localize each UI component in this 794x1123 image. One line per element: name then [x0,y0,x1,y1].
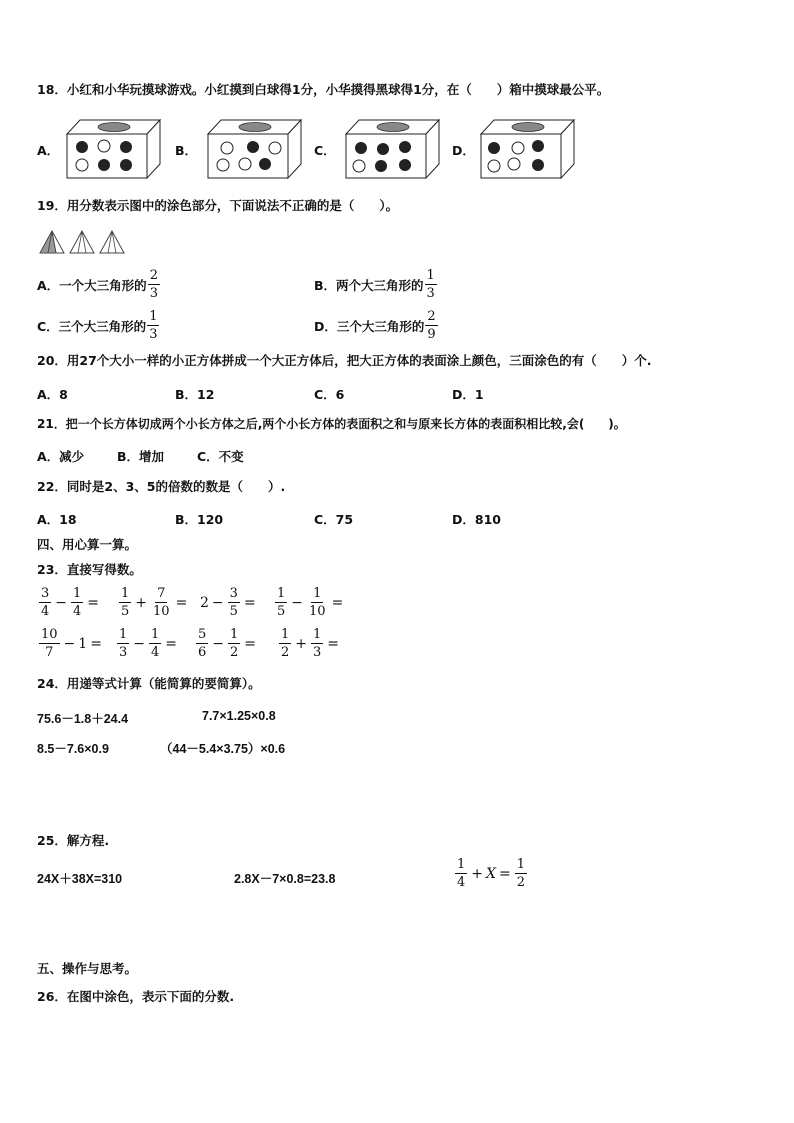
term-b: $\frac{3}{5}$ [229,586,238,619]
term-b: $\frac{1}{4}$ [151,627,160,660]
section-5-heading: 五、操作与思考。 [37,961,138,976]
white-ball [488,160,500,172]
q20-option-c[interactable]: C．6 [314,387,345,402]
q22-option-d[interactable]: D．810 [452,512,501,527]
q23-item-4 [274,586,346,619]
q25-equation-1: 24X＋38X=310 [37,872,123,886]
ball-box-c [343,118,443,180]
equals-sign: = [327,635,340,652]
section-4-heading: 四、用心算一算。 [37,537,138,552]
ball-box-a [64,118,164,180]
question-22-text: 22．同时是2、3、5的倍数的数是（ ）. [37,479,286,494]
black-ball [488,142,500,154]
eq3-b-num: 1 [516,857,525,872]
q23-item-5 [38,627,105,660]
ball-box-d [478,118,578,180]
q18-option-a-label[interactable]: A． [37,143,60,158]
term-b: $\frac{1}{2}$ [230,627,239,660]
eq3-a-num: 1 [457,857,466,872]
equals-sign: = [331,594,344,611]
eq3-frac-a [455,857,467,890]
white-ball [76,159,88,171]
equals-sign: = [90,635,102,652]
q23-item-7 [195,627,259,660]
q25-equation-3: $\frac{1}{4}$ + X = $\frac{1}{2}$ [457,857,525,890]
question-19-text: 19．用分数表示图中的涂色部分，下面说法不正确的是（ ）。 [37,198,399,213]
term-a: $\frac{1}{5}$ [121,586,130,619]
eq3-frac-b [515,857,527,890]
eq3-a-den: 4 [457,875,466,890]
white-ball [221,142,233,154]
q22-option-a[interactable]: A．18 [37,512,77,527]
white-ball [512,142,524,154]
black-ball [120,141,132,153]
black-ball [375,160,387,172]
q23-item-1 [38,586,102,619]
q20-option-b[interactable]: B．12 [175,387,215,402]
term-a: $\frac{1}{3}$ [119,627,128,660]
q21-option-a[interactable]: A．减少 [37,449,85,464]
q18-option-d-label[interactable]: D． [452,143,475,158]
q22-option-c[interactable]: C．75 [314,512,354,527]
q24-item-2: 7.7×1.25×0.8 [202,709,276,723]
q23-item-8 [278,627,342,660]
operator: − [211,594,224,611]
black-ball [377,143,389,155]
question-26-text: 26．在图中涂色，表示下面的分数. [37,989,235,1004]
q18-option-c-label[interactable]: C． [314,143,336,158]
q24-item-1: 75.6－1.8＋24.4 [37,712,129,726]
term-a: 2 [200,594,209,611]
white-ball [353,160,365,172]
q20-option-a[interactable]: A．8 [37,387,68,402]
q22-option-b[interactable]: B．120 [175,512,224,527]
q19-option-b[interactable]: B．两个大三角形的 $\frac{1}{3}$ [314,268,435,301]
question-21-text: 21．把一个长方体切成两个小长方体之后,两个小长方体的表面积之和与原来长方体的表面积相比较,会( )。 [37,417,626,431]
ball-box-b [205,118,305,180]
q19-option-a[interactable]: A．一个大三角形的 $\frac{2}{3}$ [37,268,158,301]
black-ball [399,141,411,153]
question-20-text: 20．用27个大小一样的小正方体拼成一个大正方体后，把大正方体的表面涂上颜色，三面涂色的有（ ）个. [37,353,652,368]
q23-item-6 [116,627,180,660]
black-ball [120,159,132,171]
equals-sign: = [243,594,256,611]
q19-option-d[interactable]: D．三个大三角形的 $\frac{2}{9}$ [314,309,436,342]
eq3-b-den: 2 [516,875,525,890]
operator: − [133,635,146,652]
q20-option-d[interactable]: D．1 [452,387,484,402]
white-ball [217,159,229,171]
q25-equation-2: 2.8X－7×0.8=23.8 [234,872,336,886]
white-ball [98,140,110,152]
term-b: $\frac{1}{3}$ [313,627,322,660]
q19-option-c[interactable]: C．三个大三角形的 $\frac{1}{3}$ [37,309,158,342]
operator: − [63,635,76,652]
operator: − [291,594,304,611]
black-ball [247,141,259,153]
term-a: $\frac{5}{6}$ [198,627,207,660]
operator: − [212,635,225,652]
term-a: $\frac{1}{2}$ [281,627,290,660]
term-b: 1 [78,635,88,652]
equals-sign: = [87,594,100,611]
operator: + [135,594,148,611]
white-ball [239,158,251,170]
black-ball [259,158,271,170]
term-a: $\frac{3}{4}$ [41,586,50,619]
q23-item-3 [200,586,259,619]
question-23-text: 23．直接写得数。 [37,562,142,577]
black-ball [98,159,110,171]
equals-sign: = [244,635,257,652]
black-ball [532,140,544,152]
term-b: $\frac{1}{10}$ [309,586,326,619]
q23-item-2 [118,586,190,619]
operator: + [295,635,308,652]
black-ball [532,159,544,171]
q24-item-3: 8.5－7.6×0.9 [37,742,109,756]
black-ball [355,142,367,154]
term-a: $\frac{10}{7}$ [41,627,58,660]
operator: − [55,594,68,611]
term-b: $\frac{1}{4}$ [73,586,82,619]
term-a: $\frac{1}{5}$ [277,586,286,619]
question-25-text: 25．解方程. [37,833,110,848]
question-24-text: 24．用递等式计算（能简算的要简算）。 [37,676,261,691]
equals-sign: = [175,594,188,611]
q21-option-b[interactable]: B．增加 [117,449,165,464]
white-ball [508,158,520,170]
black-ball [76,141,88,153]
black-ball [399,159,411,171]
q24-item-4: （44－5.4×3.75）×0.6 [160,742,286,756]
equals-sign: = [165,635,178,652]
question-18-text: 18．小红和小华玩摸球游戏。小红摸到白球得1分，小华摸得黑球得1分，在（ ）箱中摸球最公平。 [37,82,610,97]
q18-option-b-label[interactable]: B． [175,143,198,158]
q21-option-c[interactable]: C．不变 [197,449,244,464]
triangles-figure [38,229,128,255]
white-ball [269,142,281,154]
term-b: $\frac{7}{10}$ [153,586,170,619]
